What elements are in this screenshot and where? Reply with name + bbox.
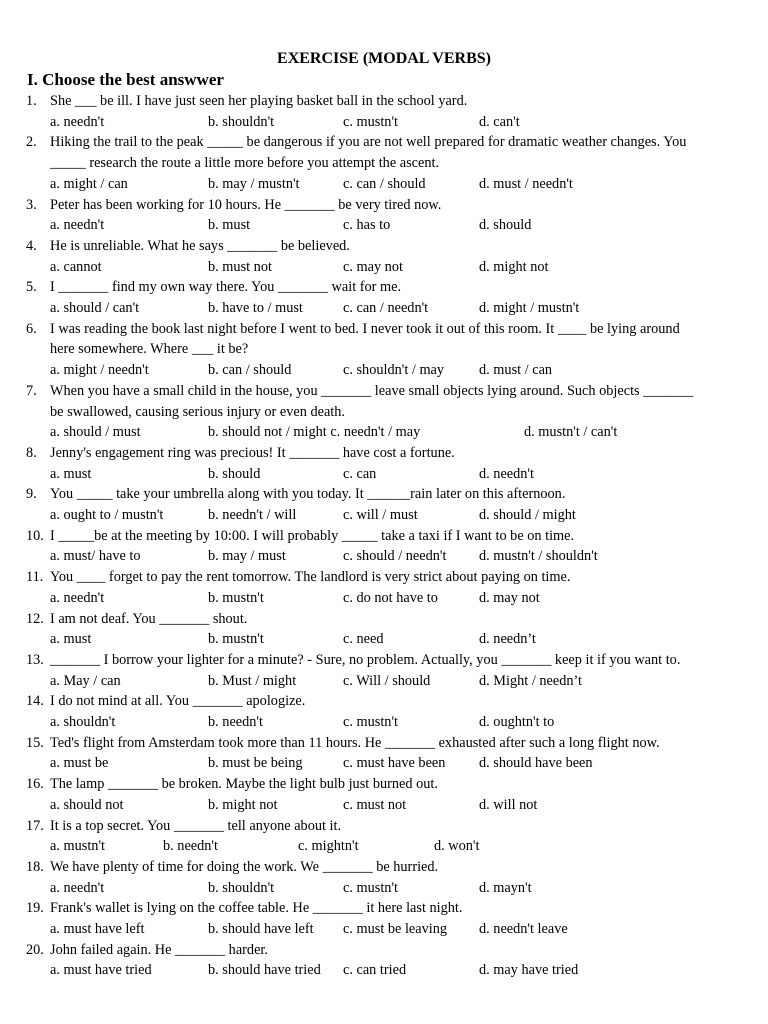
question-number: 18.: [26, 858, 44, 875]
question-text: The lamp _______ be broken. Maybe the light bulb just burned out.: [50, 776, 438, 793]
answer-option[interactable]: b. needn't: [208, 714, 263, 730]
question-number: 8.: [26, 444, 37, 461]
answer-option[interactable]: d. mustn't / shouldn't: [479, 548, 598, 565]
answer-option[interactable]: d. may have tried: [479, 962, 579, 979]
answer-option[interactable]: d. can't: [479, 113, 520, 130]
options-row: [0, 505, 768, 526]
question-line: [0, 484, 768, 505]
question-number: 19.: [26, 900, 44, 917]
options-row: [0, 422, 768, 443]
options-row: [0, 960, 768, 981]
question-line: [0, 132, 768, 153]
question-text: He is unreliable. What he says _______ be believed.: [50, 237, 350, 254]
answer-option[interactable]: b. must: [208, 217, 251, 234]
answer-option[interactable]: a. needn't: [50, 113, 105, 130]
options-row: [0, 795, 768, 816]
answer-option[interactable]: c. mustn't: [343, 879, 398, 896]
answer-option[interactable]: b. may / mustn't: [208, 175, 300, 192]
answer-option[interactable]: d. won't: [434, 838, 480, 855]
answer-option[interactable]: d. mustn't / can't: [524, 424, 618, 441]
question-text: _______ I borrow your lighter for a minute? - Sure, no problem. Actually, you _______ keep it if you want to.: [50, 651, 681, 668]
options-row: [0, 671, 768, 692]
answer-option[interactable]: d. might / mustn't: [479, 300, 580, 316]
answer-option[interactable]: a. shouldn't: [50, 714, 116, 730]
question-number: 14.: [26, 693, 44, 710]
answer-option[interactable]: b. may / must: [208, 548, 286, 565]
answer-option[interactable]: d. needn't leave: [479, 921, 568, 937]
answer-option[interactable]: b. needn't / will: [208, 507, 297, 523]
question-text: _____ research the route a little more before you attempt the ascent.: [50, 155, 440, 172]
question-number: 5.: [26, 279, 37, 296]
answer-option[interactable]: b. should have left: [208, 921, 314, 937]
answer-option[interactable]: b. can / should: [208, 362, 292, 379]
question-number: 17.: [26, 817, 44, 834]
question-line: [0, 857, 768, 878]
question-line: [0, 650, 768, 671]
answer-option[interactable]: a. should / must: [50, 424, 141, 441]
options-row: [0, 588, 768, 609]
question-text: I _____be at the meeting by 10:00. I will probably _____ take a taxi if I want to be on time.: [50, 527, 575, 544]
question-number: 13.: [26, 651, 44, 668]
answer-option[interactable]: c. do not have to: [343, 589, 438, 606]
question-number: 15.: [26, 734, 44, 751]
answer-option[interactable]: a. May / can: [50, 672, 121, 689]
answer-option[interactable]: a. needn't: [50, 879, 105, 896]
answer-option[interactable]: b. should: [208, 465, 261, 482]
answer-option[interactable]: b. might not: [208, 796, 278, 813]
answer-option[interactable]: c. can / needn't: [343, 300, 429, 316]
answer-option[interactable]: d. must / can: [479, 362, 553, 379]
question-line: [0, 940, 768, 961]
answer-option[interactable]: a. should not: [50, 796, 124, 813]
question-line: [0, 691, 768, 712]
question-line: [0, 339, 768, 360]
answer-option[interactable]: a. should / can't: [50, 300, 140, 316]
question-line: [0, 91, 768, 112]
answer-option[interactable]: b. mustn't: [208, 589, 264, 606]
question-text: You ____ forget to pay the rent tomorrow. The landlord is very strict about paying on time.: [50, 569, 571, 586]
answer-option[interactable]: b. should have tried: [208, 962, 321, 979]
answer-option[interactable]: c. has to: [343, 217, 391, 234]
answer-option[interactable]: c. should / needn't: [343, 548, 447, 565]
answer-option[interactable]: c. mustn't: [343, 714, 398, 730]
question-line: [0, 402, 768, 423]
question-number: 20.: [26, 941, 44, 958]
question-number: 3.: [26, 196, 37, 213]
question-number: 12.: [26, 610, 44, 627]
question-text: When you have a small child in the house, you _______ leave small objects lying around. Such objects _______: [50, 382, 694, 399]
options-row: [0, 464, 768, 485]
question-text: John failed again. He _______ harder.: [50, 941, 268, 958]
answer-option[interactable]: b. shouldn't: [208, 879, 275, 896]
options-row: [0, 878, 768, 899]
answer-option[interactable]: a. must have left: [50, 921, 145, 937]
options-row: [0, 257, 768, 278]
options-row: [0, 112, 768, 133]
question-line: [0, 526, 768, 547]
question-line: [0, 443, 768, 464]
answer-option[interactable]: c. can: [343, 465, 377, 482]
question-number: 11.: [26, 569, 44, 586]
answer-option[interactable]: d. may not: [479, 589, 540, 606]
options-row: [0, 174, 768, 195]
page-title: EXERCISE (MODAL VERBS): [277, 50, 491, 67]
question-line: [0, 898, 768, 919]
options-row: [0, 215, 768, 236]
answer-option[interactable]: c. must be leaving: [343, 921, 448, 937]
answer-option[interactable]: d. needn’t: [479, 631, 536, 648]
answer-option[interactable]: d. will not: [479, 796, 538, 813]
answer-option[interactable]: b. must not: [208, 258, 272, 275]
answer-option[interactable]: d. must / needn't: [479, 175, 573, 192]
answer-option[interactable]: d. Might / needn’t: [479, 672, 582, 689]
section-heading: I. Choose the best answwer: [27, 70, 224, 89]
question-line: [0, 774, 768, 795]
question-number: 2.: [26, 134, 37, 151]
answer-option[interactable]: b. shouldn't: [208, 113, 275, 130]
question-text: I was reading the book last night before I went to bed. I never took it out of this room. It ____ be lying around: [50, 320, 680, 337]
options-row: [0, 546, 768, 567]
answer-option[interactable]: a. ought to / mustn't: [50, 507, 164, 523]
question-line: [0, 195, 768, 216]
question-text: She ___ be ill. I have just seen her playing basket ball in the school yard.: [50, 93, 468, 109]
question-number: 6.: [26, 320, 37, 337]
answer-option[interactable]: c. mustn't: [343, 113, 398, 130]
options-row: [0, 712, 768, 733]
answer-option[interactable]: a. might / needn't: [50, 362, 149, 379]
answer-option[interactable]: b. mustn't: [208, 631, 264, 648]
question-text: You _____ take your umbrella along with you today. It ______rain later on this afternoon.: [50, 486, 566, 503]
answer-option[interactable]: a. must/ have to: [50, 548, 141, 565]
answer-option[interactable]: c. shouldn't / may: [343, 362, 445, 379]
answer-option[interactable]: c. must have been: [343, 755, 446, 772]
question-text: be swallowed, causing serious injury or even death.: [50, 403, 345, 420]
answer-option[interactable]: c. may not: [343, 258, 403, 275]
answer-option[interactable]: b. needn't: [163, 838, 218, 855]
answer-option[interactable]: c. can tried: [343, 962, 407, 979]
question-text: Hiking the trail to the peak _____ be dangerous if you are not well prepared for dramatic weather changes. You: [50, 134, 687, 151]
question-number: 1.: [26, 93, 37, 109]
question-line: [0, 816, 768, 837]
answer-option[interactable]: a. must have tried: [50, 962, 152, 979]
question-line: [0, 319, 768, 340]
options-row: [0, 753, 768, 774]
answer-option[interactable]: c. Will / should: [343, 672, 431, 689]
question-text: I am not deaf. You _______ shout.: [50, 610, 248, 627]
answer-option[interactable]: c. will / must: [343, 507, 418, 523]
question-text: I _______ find my own way there. You _______ wait for me.: [50, 279, 402, 296]
answer-option[interactable]: d. might not: [479, 258, 549, 275]
question-line: [0, 609, 768, 630]
question-text: We have plenty of time for doing the work. We _______ be hurried.: [50, 858, 439, 875]
question-number: 9.: [26, 486, 37, 503]
options-row: [0, 836, 768, 857]
answer-option[interactable]: d. needn't: [479, 465, 534, 482]
answer-option[interactable]: a. must be: [50, 755, 109, 772]
question-text: Ted's flight from Amsterdam took more than 11 hours. He _______ exhausted after such a long flight now.: [50, 734, 660, 751]
question-number: 7.: [26, 382, 37, 399]
options-row: [0, 919, 768, 940]
answer-option[interactable]: b. must be being: [208, 755, 303, 772]
answer-option[interactable]: a. cannot: [50, 258, 102, 275]
answer-option[interactable]: a. needn't: [50, 589, 105, 606]
answer-option[interactable]: b. should not / might c. needn't / may: [208, 424, 421, 441]
question-line: [0, 733, 768, 754]
question-line: [0, 277, 768, 298]
question-number: 10.: [26, 527, 44, 544]
answer-option[interactable]: b. Must / might: [208, 672, 297, 689]
question-text: It is a top secret. You _______ tell anyone about it.: [50, 817, 342, 834]
question-number: 16.: [26, 776, 44, 793]
answer-option[interactable]: d. oughtn't to: [479, 714, 555, 730]
answer-option[interactable]: d. should have been: [479, 755, 593, 772]
question-text: Jenny's engagement ring was precious! It _______ have cost a fortune.: [50, 444, 455, 461]
answer-option[interactable]: c. can / should: [343, 175, 426, 192]
question-text: here somewhere. Where ___ it be?: [50, 341, 249, 358]
answer-option[interactable]: a. needn't: [50, 217, 105, 234]
question-line: [0, 381, 768, 402]
answer-option[interactable]: b. have to / must: [208, 300, 303, 316]
question-line: [0, 236, 768, 257]
answer-option[interactable]: d. mayn't: [479, 879, 532, 896]
question-text: Peter has been working for 10 hours. He _______ be very tired now.: [50, 196, 442, 213]
answer-option[interactable]: c. mightn't: [298, 838, 359, 855]
question-text: Frank's wallet is lying on the coffee table. He _______ it here last night.: [50, 900, 463, 917]
answer-option[interactable]: a. must: [50, 465, 92, 482]
question-text: I do not mind at all. You _______ apologize.: [50, 693, 306, 710]
options-row: [0, 629, 768, 650]
answer-option[interactable]: d. should: [479, 217, 532, 234]
answer-option[interactable]: c. must not: [343, 796, 407, 813]
answer-option[interactable]: a. must: [50, 631, 92, 648]
options-row: [0, 360, 768, 381]
answer-option[interactable]: c. need: [343, 631, 384, 648]
options-row: [0, 298, 768, 319]
question-number: 4.: [26, 237, 37, 254]
answer-option[interactable]: a. might / can: [50, 175, 128, 192]
answer-option[interactable]: a. mustn't: [50, 838, 105, 855]
answer-option[interactable]: d. should / might: [479, 507, 576, 523]
question-line: [0, 153, 768, 174]
question-line: [0, 567, 768, 588]
